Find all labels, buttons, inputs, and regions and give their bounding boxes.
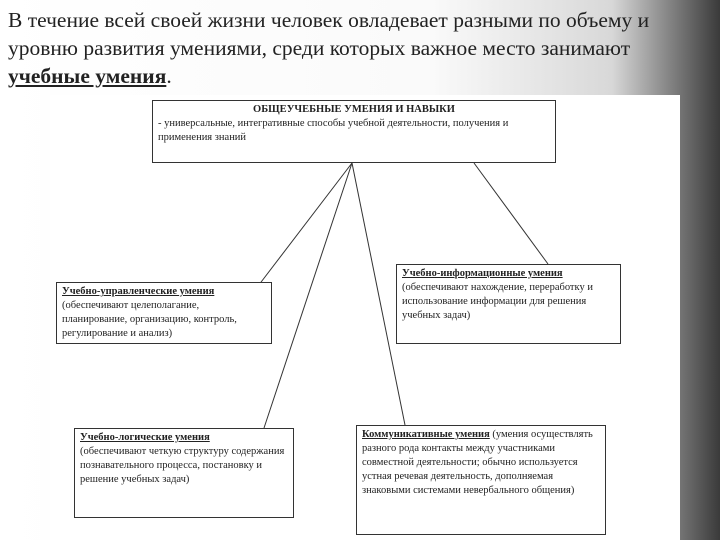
heading-end: . <box>166 64 172 88</box>
information-skills-desc: (обеспечивают нахождение, переработку и использование информации для решения учебных задач) <box>402 282 593 321</box>
connector-management <box>255 163 352 290</box>
heading-emphasis: учебные умения <box>8 64 167 88</box>
management-skills-box <box>56 282 272 344</box>
communicative-skills-box <box>356 425 606 535</box>
communicative-skills-title: Коммуникативные умения <box>362 429 490 440</box>
management-skills-desc: (обеспечивают целеполагание, планирование, организацию, контроль, регулирование и анализ) <box>62 300 237 339</box>
logical-skills-desc: (обеспечивают четкую структуру содержания познавательного процесса, постановку и решение учебных задач) <box>80 446 285 485</box>
heading-text: В течение всей своей жизни человек овладевает разными по объему и уровню развития умениями, среди которых важное место занимают <box>8 8 650 60</box>
root-skills-title: ОБЩЕУЧЕБНЫЕ УМЕНИЯ И НАВЫКИ <box>253 104 455 115</box>
connector-logical <box>264 163 352 428</box>
root-skills-desc: - универсальные, интегративные способы учебной деятельности, получения и применения знаний <box>158 118 509 143</box>
communicative-skills-desc: (умения осуществлять разного рода контакты между участниками совместной деятельности; обычно используется устная речевая деятельность, дополняемая знаковыми системами невербального общения) <box>362 429 593 496</box>
root-skills-box <box>152 100 556 163</box>
connector-information <box>474 163 548 264</box>
management-skills-title: Учебно-управленческие умения <box>62 286 215 297</box>
information-skills-box <box>396 264 621 344</box>
logical-skills-box <box>74 428 294 518</box>
logical-skills-title: Учебно-логические умения <box>80 432 210 443</box>
information-skills-title: Учебно-информационные умения <box>402 268 563 279</box>
